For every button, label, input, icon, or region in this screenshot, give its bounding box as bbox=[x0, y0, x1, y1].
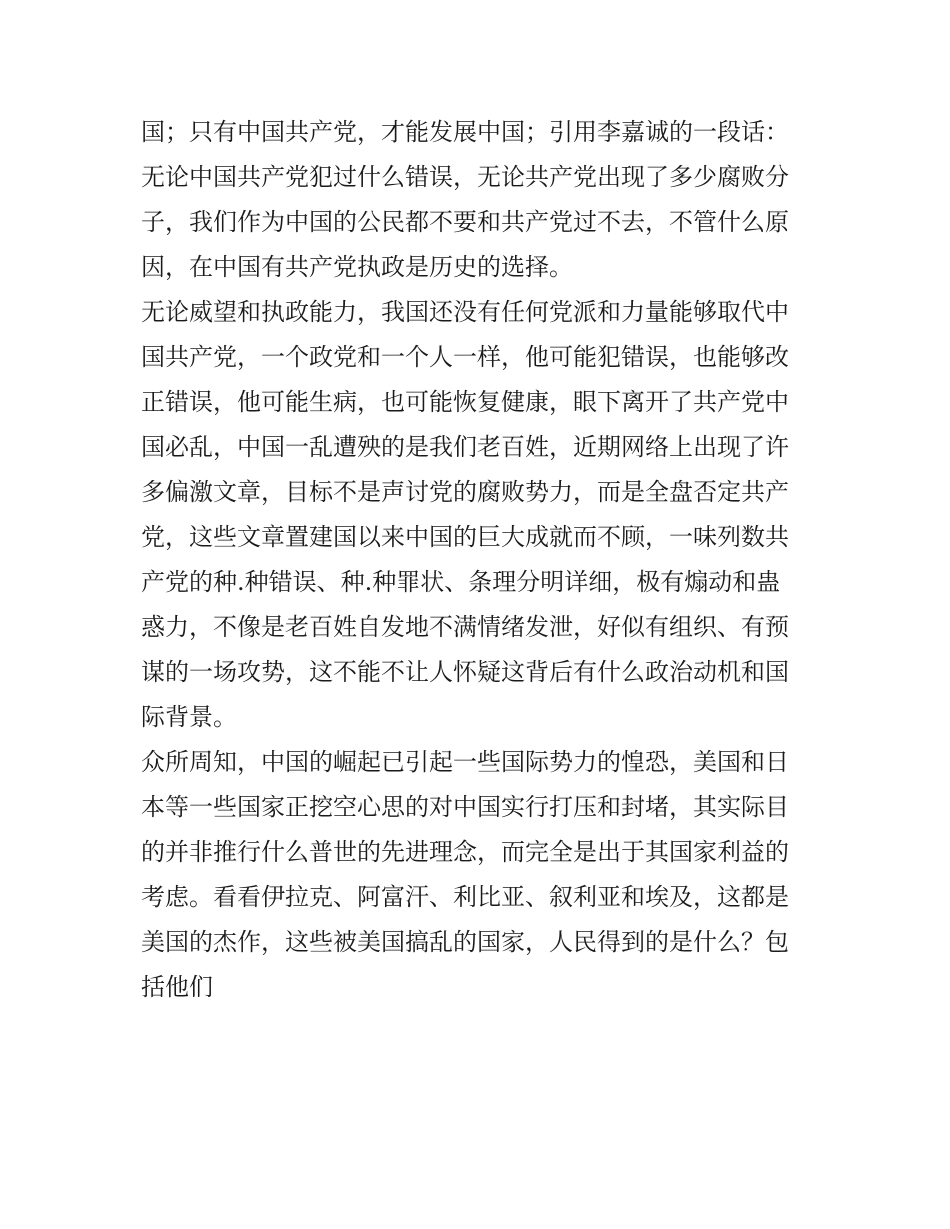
text-line: 党，这些文章置建国以来中国的巨大成就而不顾，一味列数共 bbox=[141, 523, 789, 551]
text-line: 考虑。看看伊拉克、阿富汗、利比亚、叙利亚和埃及，这都是 bbox=[141, 883, 789, 911]
paragraph-3 bbox=[141, 740, 821, 1010]
text-line: 惑力，不像是老百姓自发地不满情绪发泄，好似有组织、有预 bbox=[141, 613, 789, 641]
text-line: 本等一些国家正挖空心思的对中国实行打压和封堵，其实际目 bbox=[141, 793, 789, 821]
text-line: 子，我们作为中国的公民都不要和共产党过不去，不管什么原 bbox=[141, 208, 789, 236]
text-line: 无论威望和执政能力，我国还没有任何党派和力量能够取代中 bbox=[141, 298, 789, 326]
text-line: 众所周知，中国的崛起已引起一些国际势力的惶恐，美国和日 bbox=[141, 748, 789, 776]
text-line: 谋的一场攻势，这不能不让人怀疑这背后有什么政治动机和国 bbox=[141, 658, 789, 686]
text-line: 国共产党，一个政党和一个人一样，他可能犯错误，也能够改 bbox=[141, 343, 789, 371]
text-line: 产党的种.种错误、种.种罪状、条理分明详细，极有煽动和蛊 bbox=[141, 568, 781, 596]
text-line: 国；只有中国共产党，才能发展中国；引用李嘉诚的一段话： bbox=[141, 118, 789, 146]
document-body bbox=[141, 110, 821, 1010]
text-line: 的并非推行什么普世的先进理念，而完全是出于其国家利益的 bbox=[141, 838, 789, 866]
text-line: 际背景。 bbox=[141, 703, 237, 731]
text-line: 括他们 bbox=[141, 973, 213, 1001]
text-line: 正错误，他可能生病，也可能恢复健康，眼下离开了共产党中 bbox=[141, 388, 789, 416]
text-line: 多偏激文章，目标不是声讨党的腐败势力，而是全盘否定共产 bbox=[141, 478, 789, 506]
paragraph-1 bbox=[141, 110, 821, 290]
text-line: 无论中国共产党犯过什么错误，无论共产党出现了多少腐败分 bbox=[141, 163, 789, 191]
text-line: 美国的杰作，这些被美国搞乱的国家，人民得到的是什么？包 bbox=[141, 928, 789, 956]
text-line: 因，在中国有共产党执政是历史的选择。 bbox=[141, 253, 573, 281]
paragraph-2 bbox=[141, 290, 821, 740]
text-line: 国必乱，中国一乱遭殃的是我们老百姓，近期网络上出现了许 bbox=[141, 433, 789, 461]
